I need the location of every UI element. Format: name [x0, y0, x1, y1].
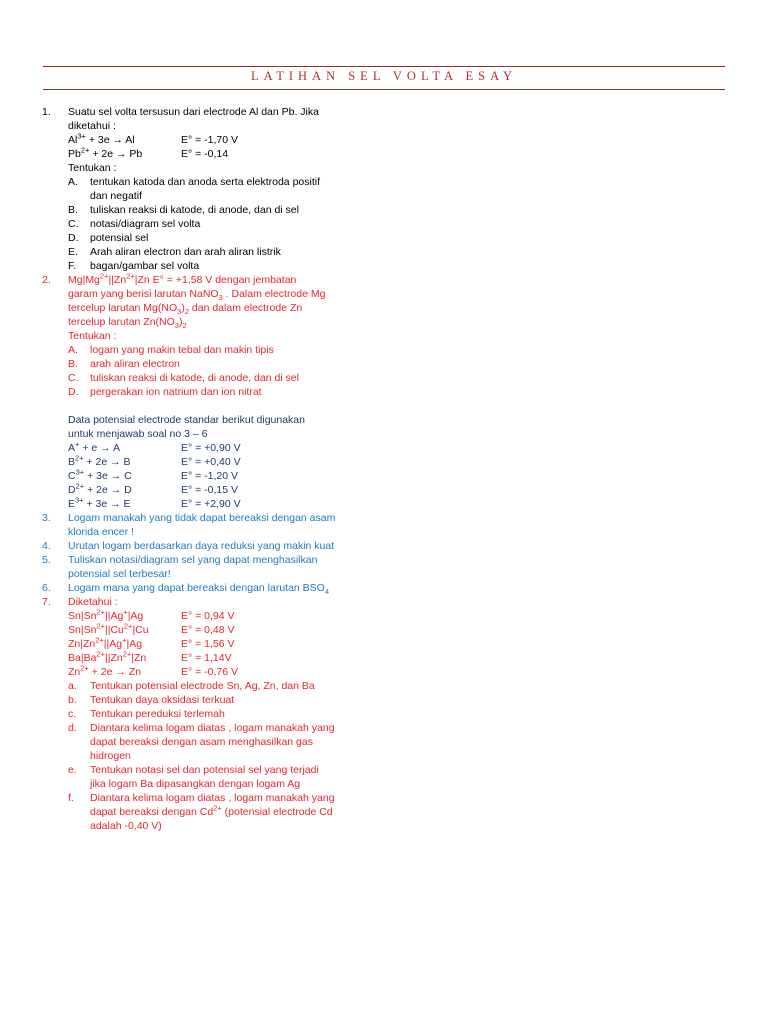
question-number: 3. [42, 512, 51, 524]
sub-item: F. bagan/gambar sel volta [68, 260, 200, 272]
potential-value: E° = +0,40 V [181, 456, 241, 468]
data-intro: untuk menjawab soal no 3 – 6 [68, 428, 208, 440]
question-number: 6. [42, 582, 51, 594]
question-text: Tuliskan notasi/diagram sel yang dapat menghasilkan [68, 554, 318, 566]
question-text: garam yang berisi larutan NaNO$_3$ . Dalam electrode Mg [68, 288, 326, 303]
sub-item: b. Tentukan daya oksidasi terkuat [68, 694, 235, 706]
question-number: 7. [42, 596, 51, 608]
potential-value: E° = 0,94 V [181, 610, 235, 622]
question-4 [42, 539, 372, 553]
question-6 [42, 581, 372, 595]
cell-notation: $Sn|Sn^{2+}||Ag^+|Ag$ E° = 0,94 V [68, 607, 235, 622]
question-text: Diketahui : [68, 596, 118, 608]
half-reaction: $E^{3+} + 3e \to E$ E° = +2,90 V [68, 495, 241, 510]
potential-value: E° = +2,90 V [181, 498, 241, 510]
sub-item: d. Diantara kelima logam diatas , logam manakah yang dapat bereaksi dengan asam menghasilkan gas hidrogen [68, 722, 335, 762]
question-2 [42, 273, 372, 399]
question-text: $Mg|Mg^{2+}||Zn^{2+}|Zn$ E° = +1,58 V dengan jembatan [68, 271, 297, 286]
document-body [42, 105, 372, 833]
question-text: Logam mana yang dapat bereaksi dengan larutan $BSO_4$ [68, 582, 330, 597]
question-number: 1. [42, 106, 51, 118]
question-number: 4. [42, 540, 51, 552]
sub-item: f. Diantara kelima logam diatas , logam manakah yang dapat bereaksi dengan $Cd^{2+}$ (potensial electrode Cd adalah -0,40 V) [68, 792, 335, 832]
question-7 [42, 595, 372, 833]
question-text: tercelup larutan $Zn(NO_3)_2$ [68, 316, 187, 331]
question-text: diketahui : [68, 120, 116, 132]
data-block [42, 413, 372, 511]
question-text: Suatu sel volta tersusun dari electrode Al dan Pb. Jika [68, 106, 319, 118]
potential-value: E° = 1,56 V [181, 638, 235, 650]
tentukan-label: Tentukan : [68, 162, 117, 174]
potential-value: E° = -0,15 V [181, 484, 239, 496]
question-text: Logam manakah yang tidak dapat bereaksi dengan asam [68, 512, 336, 524]
potential-value: E° = -0,14 [181, 148, 229, 160]
half-reaction: $Pb^{2+} + 2e \to Pb$ E° = -0,14 [68, 145, 229, 160]
question-number: 2. [42, 274, 51, 286]
sub-item: e. Tentukan notasi sel dan potensial sel yang terjadi jika logam Ba dipasangkan dengan logam Ag [68, 764, 319, 790]
sub-item: E. Arah aliran electron dan arah aliran listrik [68, 246, 281, 258]
sub-item: C. tuliskan reaksi di katode, di anode, dan di sel [68, 372, 299, 384]
half-reaction: $C^{3+} + 3e \to C$ E° = -1,20 V [68, 467, 239, 482]
half-reaction: $Zn^{2+} + 2e \to Zn$ E° = -0,76 V [68, 663, 239, 678]
half-reaction: $B^{2+} + 2e \to B$ E° = +0,40 V [68, 453, 241, 468]
sub-item: A. logam yang makin tebal dan makin tipis [68, 344, 274, 356]
potential-value: E° = 0,48 V [181, 624, 235, 636]
question-number: 5. [42, 554, 51, 566]
potential-value: E° = 1,14V [181, 652, 232, 664]
sub-item: a. Tentukan potensial electrode Sn, Ag, Zn, dan Ba [68, 680, 315, 692]
question-1 [42, 105, 372, 273]
page-title: LATIHAN SEL VOLTA ESAY [250, 69, 518, 83]
sub-item: A. tentukan katoda dan anoda serta elektroda positif dan negatif [68, 176, 320, 202]
tentukan-label: Tentukan : [68, 330, 117, 342]
question-text: Urutan logam berdasarkan daya reduksi yang makin kuat [68, 540, 335, 552]
question-text: klorida encer ! [68, 526, 134, 538]
header-top-rule [43, 66, 725, 67]
header-bottom-rule [43, 89, 725, 90]
potential-value: E° = +0,90 V [181, 442, 241, 454]
sub-item: D. pergerakan ion natrium dan ion nitrat [68, 386, 262, 398]
half-reaction: $Al^{3+} + 3e \to Al$ E° = -1,70 V [68, 131, 239, 146]
potential-value: E° = -0,76 V [181, 666, 239, 678]
sub-item: B. arah aliran electron [68, 358, 180, 370]
data-intro: Data potensial electrode standar berikut digunakan [68, 414, 305, 426]
half-reaction: A+ + e → A E° = +0,90 V [68, 439, 241, 454]
cell-notation: $Zn|Zn^{2+}||Ag^+|Ag$ E° = 1,56 V [68, 635, 235, 650]
potential-value: E° = -1,20 V [181, 470, 239, 482]
question-text: potensial sel terbesar! [68, 568, 171, 580]
sub-item: B. tuliskan reaksi di katode, di anode, dan di sel [68, 204, 299, 216]
question-3 [42, 511, 372, 539]
question-5 [42, 553, 372, 581]
sub-item: D. potensial sel [68, 232, 149, 244]
half-reaction: $D^{2+} + 2e \to D$ E° = -0,15 V [68, 481, 239, 496]
cell-notation: $Sn|Sn^{2+}||Cu^{2+}|Cu$ E° = 0,48 V [68, 621, 235, 636]
sub-item: C. notasi/diagram sel volta [68, 218, 201, 230]
sub-item: c. Tentukan pereduksi terlemah [68, 708, 225, 720]
question-text: tercelup larutan $Mg(NO_3)_2$ dan dalam electrode Zn [68, 302, 303, 317]
potential-value: E° = -1,70 V [181, 134, 239, 146]
cell-notation: $Ba|Ba^{2+}||Zn^{2+}|Zn$ E° = 1,14V [68, 649, 232, 664]
